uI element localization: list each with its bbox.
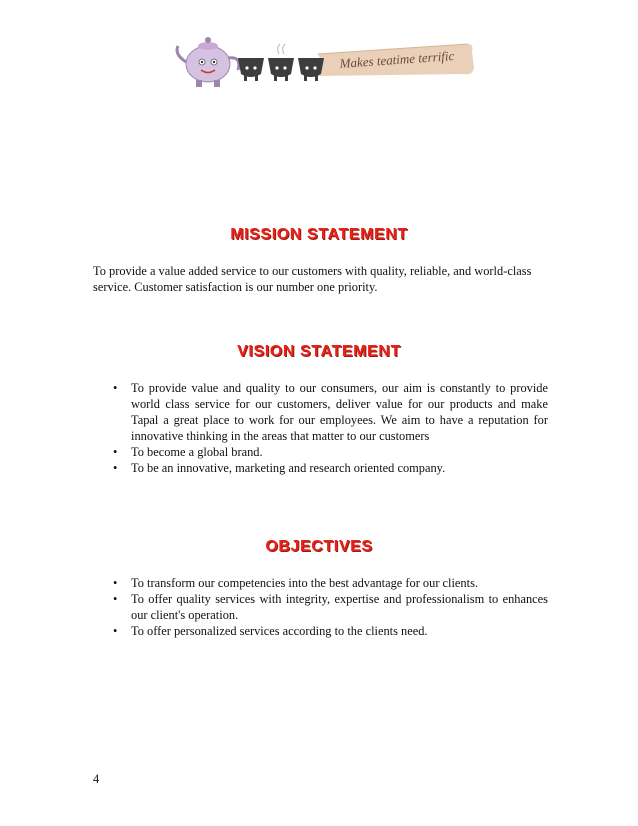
bullet-icon: • — [113, 624, 118, 638]
header-banner — [168, 24, 478, 92]
vision-heading: VISION STATEMENT — [237, 343, 401, 360]
bullet-icon: • — [113, 381, 118, 395]
list-item — [93, 380, 548, 444]
objective-item-text: To offer personalized services according to the clients need. — [131, 624, 428, 638]
bullet-icon: • — [113, 461, 118, 475]
tagline-text: Makes teatime terrific — [339, 48, 455, 71]
bullet-icon: • — [113, 445, 118, 459]
list-item — [93, 444, 548, 460]
vision-item-text: To provide value and quality to our consumers, our aim is constantly to provide world class service for our customers, deliver value for our products and make Tapal a great place to work for our employees. We aim to have a reputation for innovative thinking in the areas that matter to our customers — [131, 381, 548, 443]
objective-item-text: To offer quality services with integrity, expertise and professionalism to enhances our client's operation. — [131, 592, 548, 622]
objectives-heading: OBJECTIVES — [265, 538, 373, 555]
mission-heading: MISSION STATEMENT — [230, 226, 408, 243]
objective-item-text: To transform our competencies into the best advantage for our clients. — [131, 576, 478, 590]
teapot-mascot-icon — [177, 37, 239, 87]
cup-icon — [268, 44, 294, 81]
list-item — [93, 623, 548, 639]
mission-text: To provide a value added service to our customers with quality, reliable, and world-class service. Customer satisfaction is our number one priority. — [93, 264, 532, 294]
vision-list — [93, 380, 548, 476]
tapal-logo — [168, 24, 478, 92]
bullet-icon: • — [113, 592, 118, 606]
vision-item-text: To be an innovative, marketing and research oriented company. — [131, 461, 446, 475]
page-number: 4 — [93, 772, 100, 786]
cup-icon — [238, 58, 264, 81]
vision-item-text: To become a global brand. — [131, 445, 263, 459]
objectives-list — [93, 575, 548, 639]
list-item — [93, 575, 548, 591]
cup-icon — [298, 58, 324, 81]
list-item — [93, 591, 548, 623]
list-item — [93, 460, 548, 476]
bullet-icon: • — [113, 576, 118, 590]
